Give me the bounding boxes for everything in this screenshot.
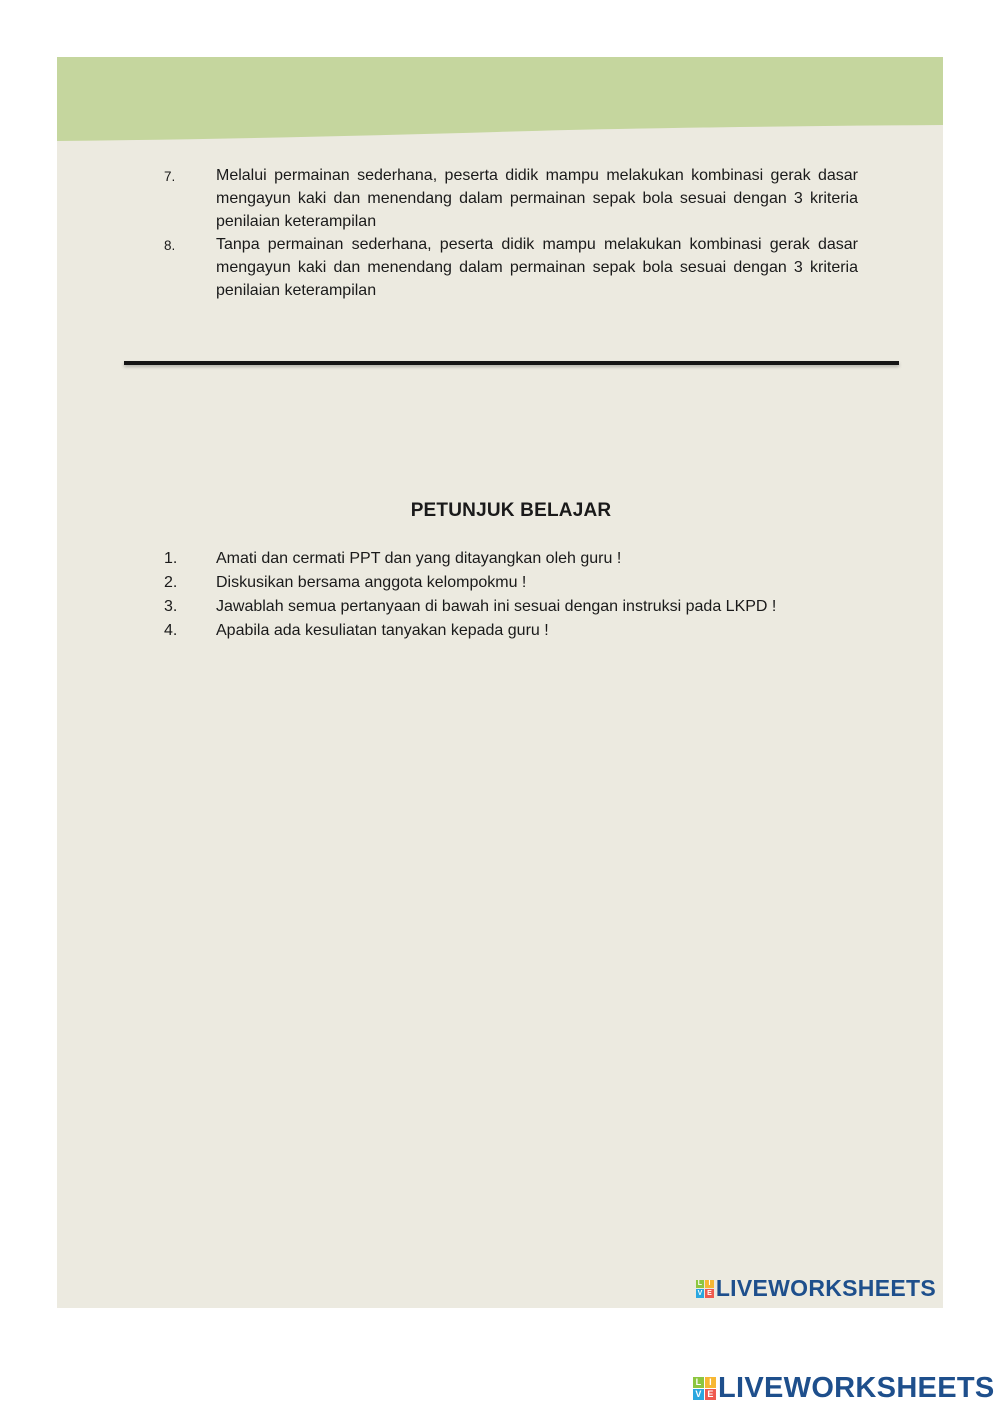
instruction-text: Apabila ada kesuliatan tanyakan kepada guru ! — [216, 622, 549, 639]
logo-square: I — [705, 1280, 714, 1289]
study-instructions-list — [164, 547, 884, 643]
liveworksheets-watermark-outer — [693, 1372, 995, 1405]
liveworksheets-watermark-inner — [696, 1275, 936, 1302]
logo-square: E — [705, 1389, 716, 1400]
objective-text: Tanpa permainan sederhana, peserta didik mampu melakukan kombinasi gerak dasar mengayun kaki dan menendang dalam permainan sepak bola sesuai dengan 3 kriteria penilaian keterampilan — [216, 236, 858, 299]
liveworksheets-logo-icon — [693, 1377, 716, 1400]
green-header-banner — [57, 57, 943, 147]
instruction-number: 1. — [164, 550, 178, 567]
instruction-number: 4. — [164, 622, 178, 639]
logo-square: E — [707, 1289, 713, 1297]
logo-square: V — [693, 1389, 704, 1400]
section-divider — [124, 361, 899, 365]
instruction-text: Diskusikan bersama anggota kelompokmu ! — [216, 574, 527, 591]
logo-square: L — [697, 1280, 703, 1288]
instruction-item — [164, 547, 884, 571]
instruction-text: Amati dan cermati PPT dan yang ditayangkan oleh guru ! — [216, 550, 622, 567]
section-title: PETUNJUK BELAJAR — [410, 500, 612, 521]
objective-number: 7. — [164, 169, 176, 184]
worksheet-page — [57, 57, 943, 1308]
instruction-item — [164, 619, 884, 643]
objective-number: 8. — [164, 238, 176, 253]
learning-objectives-list — [164, 164, 858, 302]
logo-square: V — [697, 1289, 703, 1297]
logo-square: L — [693, 1377, 704, 1388]
objective-text: Melalui permainan sederhana, peserta didik mampu melakukan kombinasi gerak dasar mengayun kaki dan menendang dalam permainan sepak bola sesuai dengan 3 kriteria penilaian keterampilan — [216, 167, 858, 230]
objective-item — [164, 164, 858, 233]
logo-square: I — [705, 1377, 716, 1388]
liveworksheets-logo-icon — [696, 1280, 714, 1298]
instruction-text: Jawablah semua pertanyaan di bawah ini sesuai dengan instruksi pada LKPD ! — [216, 598, 777, 615]
instruction-item — [164, 571, 884, 595]
instruction-item — [164, 595, 884, 619]
green-banner-shape — [57, 57, 943, 141]
instruction-number: 2. — [164, 574, 178, 591]
instruction-number: 3. — [164, 598, 178, 615]
objective-item — [164, 233, 858, 302]
brand-name: LIVEWORKSHEETS — [715, 1275, 936, 1301]
brand-name: LIVEWORKSHEETS — [718, 1372, 995, 1404]
